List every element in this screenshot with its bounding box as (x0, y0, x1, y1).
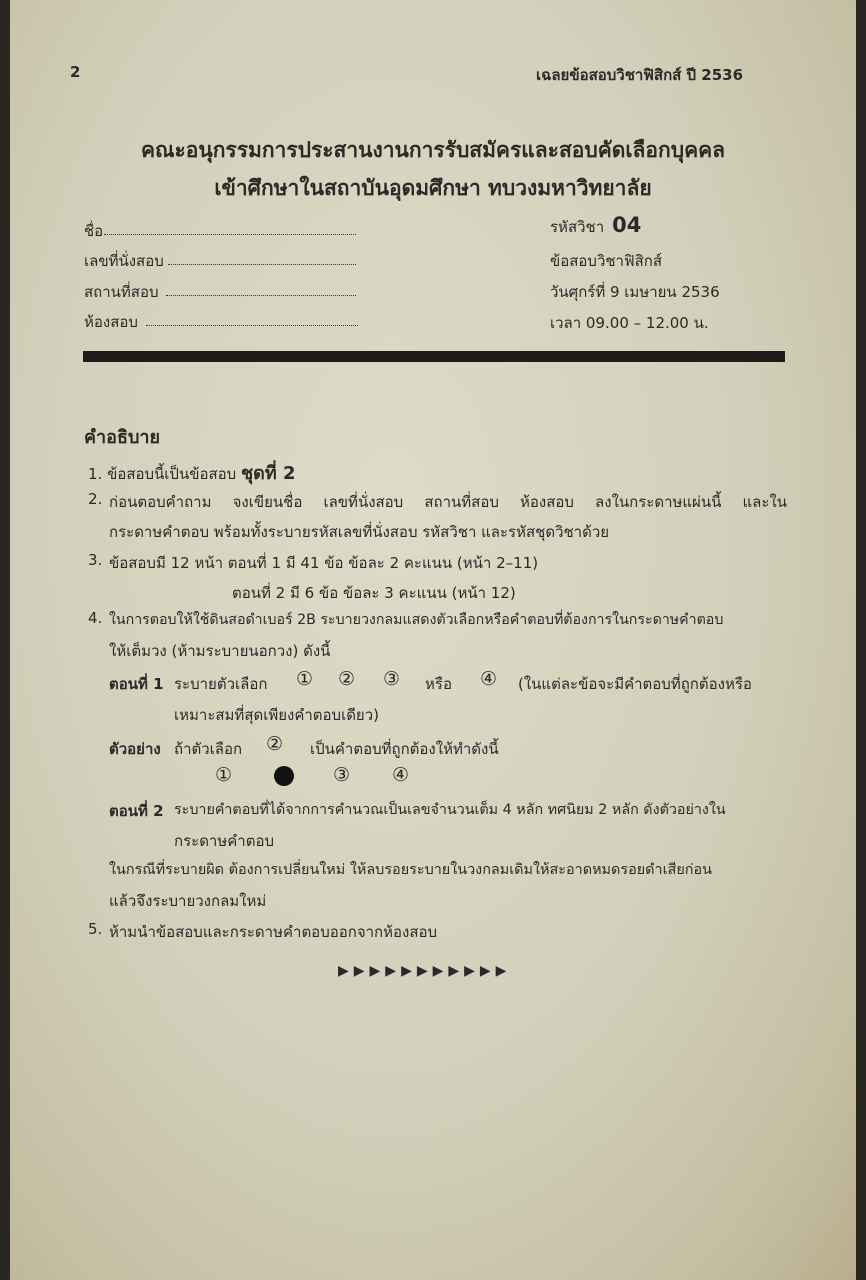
venue-label: สถานที่สอบ (84, 283, 159, 301)
room-field[interactable] (146, 325, 358, 326)
item-4-number: 4. (88, 609, 103, 627)
exam-time: เวลา 09.00 – 12.00 น. (550, 314, 709, 332)
item-3-line-2: ตอนที่ 2 มี 6 ข้อ ข้อละ 3 คะแนน (หน้า 12) (232, 584, 516, 602)
example-rest: เป็นคำตอบที่ถูกต้องให้ทำดังนี้ (310, 740, 499, 758)
subject-code-row (550, 213, 641, 239)
part-1-note: (ในแต่ละข้อจะมีคำตอบที่ถูกต้องหรือ (518, 675, 752, 693)
item-2-number: 2. (88, 490, 103, 508)
item-2-line-1 (109, 490, 787, 514)
erase-instruction-line-2: แล้วจึงระบายวงกลมใหม่ (109, 892, 267, 910)
item-3-line-1: ข้อสอบมี 12 หน้า ตอนที่ 1 มี 41 ข้อ ข้อละ 2 คะแนน (หน้า 2–11) (109, 554, 539, 572)
part-1-text: ระบายตัวเลือก (174, 675, 268, 693)
item-1-number: 1. (88, 465, 103, 483)
part-2-label: ตอนที่ 2 (109, 802, 164, 820)
item-4-line-2: ให้เต็มวง (ห้ามระบายนอกวง) ดังนี้ (109, 642, 331, 660)
item-2-word: และใน (742, 493, 787, 511)
page-header-title: เฉลยข้อสอบวิชาฟิสิกส์ ปี 2536 (536, 66, 744, 84)
item-1 (88, 458, 296, 487)
name-label: ชื่อ (84, 222, 104, 240)
divider-bar (83, 351, 785, 362)
option-3-icon: ③ (383, 668, 401, 690)
item-4-line-1: ในการตอบให้ใช้ดินสอดำเบอร์ 2B ระบายวงกลมแสดงตัวเลือกหรือคำตอบที่ต้องการในกระดาษคำตอบ (109, 612, 724, 628)
item-2-line-2: กระดาษคำตอบ พร้อมทั้งระบายรหัสเลขที่นั่งสอบ รหัสวิชา และรหัสชุดวิชาด้วย (109, 523, 610, 541)
room-label: ห้องสอบ (84, 313, 138, 331)
example-option-3-icon: ③ (333, 764, 351, 786)
option-1-icon: ① (296, 668, 314, 690)
item-2-word: ลงในกระดาษแผ่นนี้ (595, 493, 722, 511)
item-2-word: จงเขียนชื่อ (232, 493, 303, 511)
part-2-line-2: กระดาษคำตอบ (174, 832, 274, 850)
organization-line-1: คณะอนุกรรมการประสานงานการรับสมัครและสอบคัดเลือกบุคคล (140, 138, 726, 162)
venue-field[interactable] (166, 295, 356, 296)
or-word: หรือ (425, 675, 452, 693)
page-number: 2 (70, 63, 81, 81)
option-2-icon: ② (338, 668, 356, 690)
instructions-heading: คำอธิบาย (84, 427, 161, 448)
example-label: ตัวอย่าง (109, 740, 161, 758)
erase-instruction-line-1: ในกรณีที่ระบายผิด ต้องการเปลี่ยนใหม่ ให้ลบรอยระบายในวงกลมเดิมให้สะอาดหมดรอยดำเสียก่อน (109, 862, 712, 878)
continue-arrows-icon: ▶▶▶▶▶▶▶▶▶▶▶ (338, 963, 512, 979)
part-1-label: ตอนที่ 1 (109, 675, 164, 693)
part-2-line-1: ระบายคำตอบที่ได้จากการคำนวณเป็นเลขจำนวนเต็ม 4 หลัก ทศนิยม 2 หลัก ดังตัวอย่างใน (174, 802, 726, 818)
example-option-1-icon: ① (215, 764, 233, 786)
item-3-number: 3. (88, 551, 103, 569)
item-5-text: ห้ามนำข้อสอบและกระดาษคำตอบออกจากห้องสอบ (109, 923, 438, 941)
item-2-word: เลขที่นั่งสอบ (323, 493, 404, 511)
item-1-text: ข้อสอบนี้เป็นข้อสอบ (107, 465, 237, 483)
option-4-icon: ④ (480, 668, 498, 690)
item-2-word: สถานที่สอบ (424, 493, 499, 511)
item-2-word: ก่อนตอบคำถาม (109, 493, 212, 511)
example-option-4-icon: ④ (392, 764, 410, 786)
name-field[interactable] (104, 234, 356, 235)
example-text: ถ้าตัวเลือก (174, 740, 243, 758)
example-choice-icon: ② (266, 733, 284, 755)
exam-date: วันศุกร์ที่ 9 เมษายน 2536 (550, 283, 720, 301)
seat-field[interactable] (168, 264, 356, 265)
item-1-set: ชุดที่ 2 (240, 463, 296, 484)
organization-line-2: เข้าศึกษาในสถาบันอุดมศึกษา ทบวงมหาวิทยาลัย (214, 176, 652, 200)
subject-code: 04 (612, 213, 642, 237)
item-5-number: 5. (88, 920, 103, 938)
subject-name: ข้อสอบวิชาฟิสิกส์ (550, 252, 662, 270)
filled-bubble-icon (274, 766, 294, 786)
part-1-note-2: เหมาะสมที่สุดเพียงคำตอบเดียว) (174, 706, 379, 724)
item-2-word: ห้องสอบ (520, 493, 574, 511)
seat-label: เลขที่นั่งสอบ (84, 252, 164, 270)
subject-code-label: รหัสวิชา (550, 218, 605, 236)
